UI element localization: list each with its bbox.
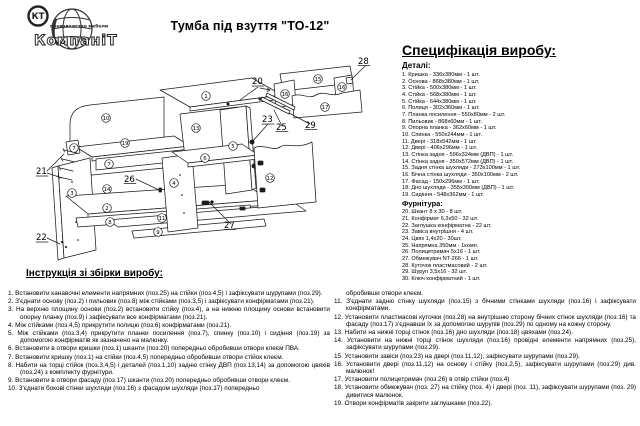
svg-text:14: 14 — [103, 186, 111, 193]
callout-27: 27 — [224, 221, 235, 231]
callout-21: 21 — [36, 167, 47, 177]
detail-item: 15. Задня стінка шухляди - 273х100мм - 1 шт. — [402, 165, 521, 172]
detail-item: 9. Опорна планка - 362х60мм - 1 шт. — [402, 125, 497, 132]
part-label-4 — [170, 179, 179, 188]
part-label-8 — [106, 218, 115, 227]
svg-text:11: 11 — [158, 215, 166, 222]
detail-item: 11. Двері - 318х542мм - 1 шт. — [402, 138, 477, 145]
instruction-step: 13. Набити на нижні торці стінок (поз.16) дно шухляди (поз.18) цвяхами (поз.24). — [334, 329, 573, 337]
part-label-5 — [229, 142, 238, 151]
detail-item: 5. Стійка - 644х380мм - 1 шт. — [402, 98, 477, 105]
part-label-13 — [192, 124, 201, 133]
kt-monogram-icon — [29, 7, 48, 26]
svg-text:6: 6 — [203, 155, 207, 162]
part-door-small — [254, 142, 316, 208]
svg-text:2: 2 — [105, 205, 109, 212]
svg-text:1: 1 — [204, 93, 208, 100]
hardware-item: 27. Обмежувач NT-266 - 1 шт. — [402, 256, 479, 263]
part-label-3 — [68, 189, 77, 198]
callout-20: 20 — [252, 77, 263, 87]
part-label-7a — [70, 144, 79, 153]
svg-text:5: 5 — [231, 143, 235, 150]
callout-25: 25 — [276, 123, 287, 133]
specification-panel — [402, 42, 638, 283]
callout-29: 29 — [305, 121, 316, 131]
svg-text:10: 10 — [102, 115, 110, 122]
part-label-12 — [266, 174, 275, 183]
instruction-step: 7. Встановити кришку (поз.1) на стійки (поз.4,5) попередньо обробивши отвори стійок клеєм. — [8, 353, 284, 361]
hardware-label: Фурнітура: — [402, 199, 443, 209]
callout-26: 26 — [124, 175, 135, 185]
svg-text:КТ: КТ — [31, 12, 45, 22]
instructions-column-left — [8, 290, 330, 394]
logo-name-outline: КомпаніТ — [34, 33, 118, 49]
instruction-step: 6. Встановити в отвори кришки (поз.1) шканти (поз.20) попередньо обробивши отвори клеєм ПВА. — [8, 345, 300, 353]
detail-item: 8. Пильовик - 868х60мм - 1 шт. — [402, 118, 482, 125]
hardware-item: 20. Шкант 8 х 30 - 8 шт. — [402, 209, 463, 216]
part-label-11 — [158, 214, 167, 223]
instruction-step: 14. Установити на нижні торці стінок шухляди (поз.16) провідні елементи напрямних (поз.25), зафіксувати шурупами (поз.29). — [334, 337, 636, 352]
callout-22: 22 — [36, 233, 47, 243]
svg-text:7: 7 — [72, 145, 76, 152]
instructions-column-right — [334, 290, 636, 408]
detail-item: 18. Дно шухляди - 355х300мм (ДВП) - 1 шт. — [402, 185, 515, 192]
instructions-heading: Інструкція зі збірки виробу: — [26, 268, 163, 279]
detail-item: 13. Стінка задня - 596х324мм (ДВП) - 1 шт. — [402, 151, 514, 158]
detail-item: 4. Стійка - 568х380мм - 1 шт. — [402, 91, 477, 98]
svg-text:9: 9 — [156, 229, 160, 236]
part-label-19 — [121, 139, 130, 148]
page-title: Тумба під взуття "ТО-12" — [170, 19, 330, 33]
svg-text:4: 4 — [172, 180, 176, 187]
hardware-item: 28. Куточок пластмасовий - 2 шт. — [402, 262, 488, 269]
detail-item: 3. Стійка - 500х380мм - 1 шт. — [402, 85, 477, 92]
detail-item: 16. Бічна стінка шухляди - 350х100мм - 2 шт. — [402, 171, 519, 178]
instruction-step: 5. Між стійками (поз.3,4) прикрутити планки посилення (поз.7), спинку (поз.10) і сидіння (поз.19) за допомогою конфірматів як зазначено на малюнку. — [8, 330, 330, 345]
instruction-step: 10. З'єднати бокові стінки шухляди (поз.16) з фасадом шухляди (поз.17) попередньо — [8, 385, 260, 393]
logo-tagline: производство мебели — [50, 24, 109, 30]
part-label-14 — [103, 185, 112, 194]
exploded-view-diagram — [12, 50, 397, 265]
part-label-17 — [321, 103, 330, 112]
svg-text:7: 7 — [107, 161, 111, 168]
callout-23: 23 — [262, 115, 273, 125]
hardware-item: 22. Заглушка конфірматна - 22 шт. — [402, 222, 492, 229]
hardware-list — [402, 209, 638, 282]
instruction-step: 12. Установити пластмасові куточки (поз.28) на внутрішню сторону бічних стінок шухляди (поз.16) та фасаду (поз.17) з'єднавши їх за допомогою шурупів (поз.29) по одному на кожну сторону. — [334, 313, 636, 328]
part-label-9 — [154, 228, 163, 237]
instruction-step: 2. З'єднати основу (поз.2) і пильовик (поз.8) між стійками (поз.3,5) і зафіксувати конфірматами (поз.21). — [8, 298, 315, 306]
hardware-item: 21. Конфірмат 6,3х50 - 32 шт. — [402, 216, 479, 223]
svg-text:16: 16 — [338, 84, 346, 91]
instruction-step: 1. Встановити канавочні елементи напрямних (поз.25) на стійки (поз.4,5) і зафіксувати шурупами (поз.29). — [8, 290, 323, 297]
detail-item: 14. Стінка задня - 350х572мм (ДВП) - 1 шт. — [402, 158, 514, 165]
instruction-step: 18. Установити обмежувач (поз. 27) на стійку (поз. 4) і двері (поз. 11), зафіксувати шурупами (поз. 29) дивитися малюнок. — [334, 384, 636, 399]
part-label-1 — [202, 92, 211, 101]
hardware-item: 29. Шуруп 3,5х16 - 32 шт. — [402, 269, 468, 276]
svg-text:8: 8 — [108, 219, 112, 226]
hardware-item: 25. Напрямна 350мм - 1комп. — [402, 242, 479, 249]
part-label-15 — [314, 75, 323, 84]
part-label-2 — [103, 204, 112, 213]
detail-item: 12. Двері - 406х296мм - 1 шт. — [402, 145, 478, 152]
detail-item: 7. Планка посилення - 550х80мм - 2 шт. — [402, 111, 506, 118]
details-label: Деталі: — [402, 61, 431, 70]
specification-heading: Специфікація виробу: — [402, 42, 557, 58]
svg-text:13: 13 — [192, 125, 200, 132]
hardware-item: 24. Цвях 1,4х20 - 30шт. — [402, 236, 462, 243]
instruction-step: 11. З'єднати задню стінку шухляди (поз.15) з бічними стінками шухляди (поз.16) і зафіксувати конфірматами. — [334, 298, 636, 313]
svg-text:16: 16 — [281, 91, 289, 98]
instruction-step: 17. Установити полицетримач (поз.26) в отвір стійки (поз.4) — [334, 376, 510, 384]
instruction-step: 8. Набити на торці стійок (поз.3,4,5) і деталей (поз.1,10) задню стінку ДВП (поз.13,14) за допомогою цвяхів (поз.24) з комплекту фурнітури. — [8, 361, 330, 377]
instruction-step: 19. Отвори конфірматів закрити заглушками (поз.22). — [334, 399, 493, 407]
part-label-16b — [338, 83, 347, 92]
callout-28: 28 — [358, 57, 369, 67]
hardware-item: 26. Полицетримач 5х16 - 1 шт. — [402, 249, 481, 256]
instruction-continuation: обробивши отвори клеєм. — [346, 290, 424, 297]
part-top-panel — [160, 78, 282, 111]
part-label-6 — [201, 154, 210, 163]
instruction-step: 16. Установити двері (поз.11,12) на основу і стійку (поз.2,5), зафіксувати шурупами (поз.29) див. малюнок! — [334, 360, 636, 376]
drawer-assembly — [260, 66, 362, 118]
instruction-step: 15. Установити завіси (поз.23) на двері (поз.11,12), зафіксувати шурупами (поз.29). — [334, 352, 580, 360]
detail-item: 17. Фасад - 150х296мм - 1 шт. — [402, 178, 480, 185]
svg-text:12: 12 — [266, 175, 274, 182]
svg-text:19: 19 — [121, 140, 129, 147]
hardware-item: 30. Ключ конфірматний - 1 шт. — [402, 276, 481, 283]
part-label-7b — [105, 160, 114, 169]
instruction-step: 3. На верхню площину основи (поз.2) встановити стійку (поз.4), а на нижню площину основи встановити опорну планку (поз.9) і зафіксувати все конфірматами (поз.21). — [8, 306, 330, 321]
hardware-item: 23. Завіса внутрішня - 4 шт. — [402, 229, 474, 236]
detail-item: 10. Спинка - 550х244мм - 1 шт. — [402, 131, 483, 138]
svg-text:15: 15 — [314, 76, 322, 83]
instruction-step: 4. Між стійками (поз.4,5) прикрутити полицю (поз.6) конфірматами (поз.21). — [8, 321, 232, 329]
detail-item: 1. Кришка - 336х380мм - 1 шт. — [402, 72, 480, 78]
svg-text:3: 3 — [70, 190, 74, 197]
instruction-step: 9. Встановити в отвори фасаду (поз.17) шканти (поз.20) попередньо обробивши отвори клеєм. — [8, 377, 290, 385]
detail-item: 19. Сидіння - 548х362мм - 1 шт. — [402, 191, 484, 198]
details-list — [402, 72, 638, 198]
instructions-right-list — [334, 298, 636, 407]
svg-text:17: 17 — [321, 104, 329, 111]
part-label-16a — [281, 90, 290, 99]
detail-item: 6. Полиця - 302х360мм - 1 шт. — [402, 105, 480, 112]
part-label-10 — [102, 114, 111, 123]
detail-item: 2. Основа - 868х380мм - 1 шт. — [402, 78, 480, 85]
